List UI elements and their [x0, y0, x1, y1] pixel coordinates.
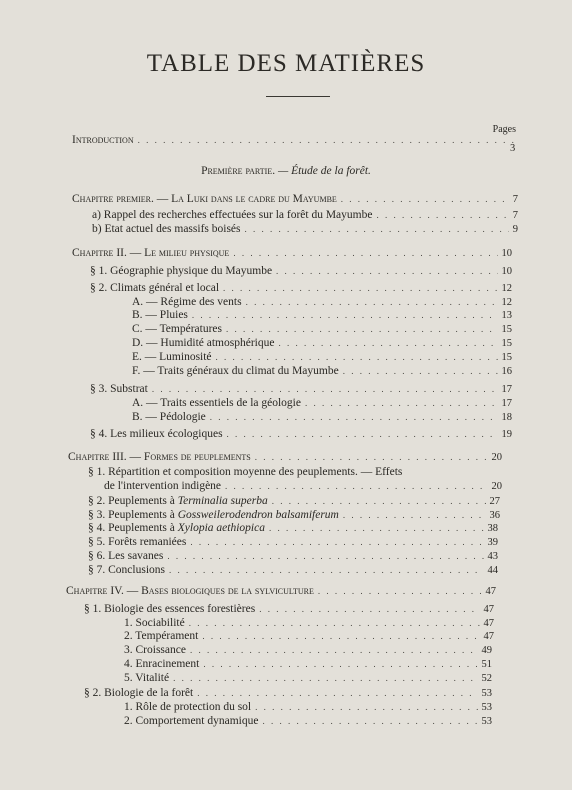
dot-leader — [210, 410, 498, 424]
entry-page: 15 — [501, 352, 512, 363]
entry-page: 51 — [481, 659, 492, 670]
dot-leader — [227, 427, 498, 441]
entry-label: B. — Pédologie — [132, 411, 206, 423]
entry-label: b) Etat actuel des massifs boisés — [92, 223, 241, 235]
toc-section — [88, 563, 498, 578]
entry-page: 44 — [487, 565, 498, 576]
toc-subentry — [124, 643, 492, 658]
toc-chapter-4 — [66, 584, 496, 599]
toc-section — [88, 535, 498, 550]
entry-label: Chapitre III. — Formes de peuplements — [68, 451, 251, 463]
dot-leader — [192, 308, 498, 322]
entry-page: 53 — [481, 688, 492, 699]
dot-leader — [305, 396, 498, 410]
toc-subentry — [124, 714, 492, 729]
entry-page: 47 — [483, 604, 494, 615]
dot-leader — [276, 264, 497, 278]
entry-page: 18 — [501, 412, 512, 423]
dot-leader — [173, 671, 477, 685]
toc-section-line1: § 1. Répartition et composition moyenne des peuplements. — Effets — [88, 466, 403, 478]
entry-page: 38 — [487, 523, 498, 534]
toc-chapter-2 — [72, 246, 512, 261]
dot-leader — [138, 133, 516, 147]
entry-page: 20 — [491, 481, 502, 492]
entry-label: § 5. Forêts remaniées — [88, 536, 187, 548]
entry-label: de l'intervention indigène — [104, 480, 222, 492]
toc-subentry — [132, 396, 512, 411]
entry-label: § 7. Conclusions — [88, 564, 165, 576]
entry-label: a) Rappel des recherches effectuées sur la forêt du Mayumbe — [92, 209, 373, 221]
entry-page: 36 — [489, 510, 500, 521]
entry-label: § 4. Les milieux écologiques — [90, 428, 223, 440]
entry-label: § 1. Géographie physique du Mayumbe — [90, 265, 273, 277]
dot-leader — [341, 192, 509, 206]
part-heading — [0, 165, 572, 177]
toc-section — [88, 494, 500, 509]
toc-subentry — [124, 629, 494, 644]
species-name: Gossweilerodendron balsamiferum — [177, 509, 339, 521]
dot-leader — [216, 350, 498, 364]
entry-prefix: § 2. Peuplements à — [88, 495, 178, 507]
entry-label: A. — Traits essentiels de la géologie — [132, 397, 301, 409]
entry-page: 39 — [487, 537, 498, 548]
entry-label: § 3. Substrat — [90, 383, 148, 395]
dot-leader — [245, 222, 509, 236]
entry-page: 19 — [501, 429, 512, 440]
entry-label: 3. Croissance — [124, 644, 186, 656]
toc-entry-introduction — [72, 133, 520, 147]
entry-page: 3 — [510, 143, 516, 154]
entry-label: Chapitre premier. — La Luki dans le cadre du Mayumbe — [72, 193, 337, 205]
dot-leader — [225, 479, 487, 493]
dot-leader — [272, 494, 486, 508]
toc-subentry — [124, 657, 492, 672]
dot-leader — [269, 521, 484, 535]
entry-page: 53 — [481, 702, 492, 713]
entry-label: Chapitre II. — Le milieu physique — [72, 247, 230, 259]
entry-page: 43 — [487, 551, 498, 562]
toc-subentry — [124, 700, 492, 715]
entry-label — [88, 494, 268, 508]
entry-page: 13 — [501, 310, 512, 321]
dot-leader — [376, 208, 508, 222]
dot-leader — [246, 295, 498, 309]
entry-label: 2. Comportement dynamique — [124, 715, 259, 727]
part-label: Première partie. — [201, 165, 276, 177]
toc-subentry — [132, 336, 512, 351]
dot-leader — [190, 643, 478, 657]
part-title: — Étude de la forêt. — [277, 165, 371, 177]
entry-label: F. — Traits généraux du climat du Mayumbe — [132, 365, 339, 377]
entry-label: § 2. Biologie de la forêt — [84, 687, 194, 699]
entry-label — [88, 521, 265, 535]
page-title: TABLE DES MATIÈRES — [146, 50, 426, 77]
dot-leader — [255, 700, 477, 714]
entry-label: 4. Enracinement — [124, 658, 200, 670]
dot-leader — [259, 602, 479, 616]
toc-entry — [92, 222, 518, 237]
entry-page: 10 — [501, 266, 512, 277]
toc-section — [90, 281, 512, 296]
toc-subentry — [132, 308, 512, 323]
entry-prefix: § 3. Peuplements à — [88, 509, 178, 521]
dot-leader — [233, 246, 497, 260]
entry-label: C. — Températures — [132, 323, 223, 335]
entry-page: 20 — [491, 452, 502, 463]
entry-page: 52 — [481, 673, 492, 684]
toc-section — [88, 521, 498, 536]
entry-label: § 6. Les savanes — [88, 550, 164, 562]
toc-chapter-1 — [72, 192, 518, 207]
toc-chapter-3 — [68, 450, 502, 465]
entry-page: 7 — [512, 210, 518, 221]
entry-page: 15 — [501, 338, 512, 349]
entry-label: E. — Luminosité — [132, 351, 212, 363]
dot-leader — [343, 364, 498, 378]
dot-leader — [203, 657, 477, 671]
entry-label: Chapitre IV. — Bases biologiques de la sylviculture — [66, 585, 314, 597]
entry-page: 27 — [489, 496, 500, 507]
entry-page: 47 — [485, 586, 496, 597]
dot-leader — [152, 382, 498, 396]
toc-section — [88, 549, 498, 564]
dot-leader — [318, 584, 482, 598]
dot-leader — [189, 616, 480, 630]
species-name: Xylopia aethiopica — [177, 522, 265, 534]
entry-label: 5. Vitalité — [124, 672, 170, 684]
entry-label: § 2. Climats général et local — [90, 282, 220, 294]
dot-leader — [167, 549, 483, 563]
dot-leader — [202, 629, 479, 643]
dot-leader — [278, 336, 497, 350]
entry-label: D. — Humidité atmosphérique — [132, 337, 275, 349]
dot-leader — [262, 714, 477, 728]
toc-section — [90, 264, 512, 279]
entry-page: 49 — [481, 645, 492, 656]
toc-subentry — [132, 364, 512, 379]
toc-section — [84, 686, 492, 701]
entry-label: Introduction — [72, 134, 134, 146]
dot-leader — [255, 450, 488, 464]
entry-page: 10 — [501, 248, 512, 259]
entry-label: § 1. Biologie des essences forestières — [84, 603, 256, 615]
toc-subentry — [132, 410, 512, 425]
entry-page: 47 — [483, 618, 494, 629]
species-name: Terminalia superba — [177, 495, 268, 507]
entry-page: 17 — [501, 384, 512, 395]
pages-column-header: Pages — [492, 124, 516, 135]
title-rule — [266, 96, 330, 97]
entry-page: 17 — [501, 398, 512, 409]
entry-page: 12 — [501, 297, 512, 308]
entry-page: 16 — [501, 366, 512, 377]
entry-label — [88, 508, 339, 522]
entry-label: 2. Tempérament — [124, 630, 199, 642]
entry-label: 1. Sociabilité — [124, 617, 185, 629]
dot-leader — [343, 508, 486, 522]
toc-subentry — [132, 322, 512, 337]
entry-label: A. — Régime des vents — [132, 296, 242, 308]
toc-subentry — [132, 350, 512, 365]
dot-leader — [190, 535, 483, 549]
dot-leader — [197, 686, 477, 700]
toc-subentry — [124, 671, 492, 686]
entry-label: 1. Rôle de protection du sol — [124, 701, 252, 713]
entry-page: 15 — [501, 324, 512, 335]
toc-section — [90, 382, 512, 397]
entry-page: 9 — [512, 224, 518, 235]
entry-page: 12 — [501, 283, 512, 294]
dot-leader — [226, 322, 497, 336]
toc-entry — [92, 208, 518, 223]
toc-section — [90, 427, 512, 442]
dot-leader — [223, 281, 497, 295]
entry-page: 47 — [483, 631, 494, 642]
dot-leader — [169, 563, 484, 577]
toc-section — [104, 479, 502, 494]
toc-section — [84, 602, 494, 617]
entry-page: 7 — [512, 194, 518, 205]
entry-prefix: § 4. Peuplements à — [88, 522, 178, 534]
entry-label: B. — Pluies — [132, 309, 188, 321]
entry-page: 53 — [481, 716, 492, 727]
